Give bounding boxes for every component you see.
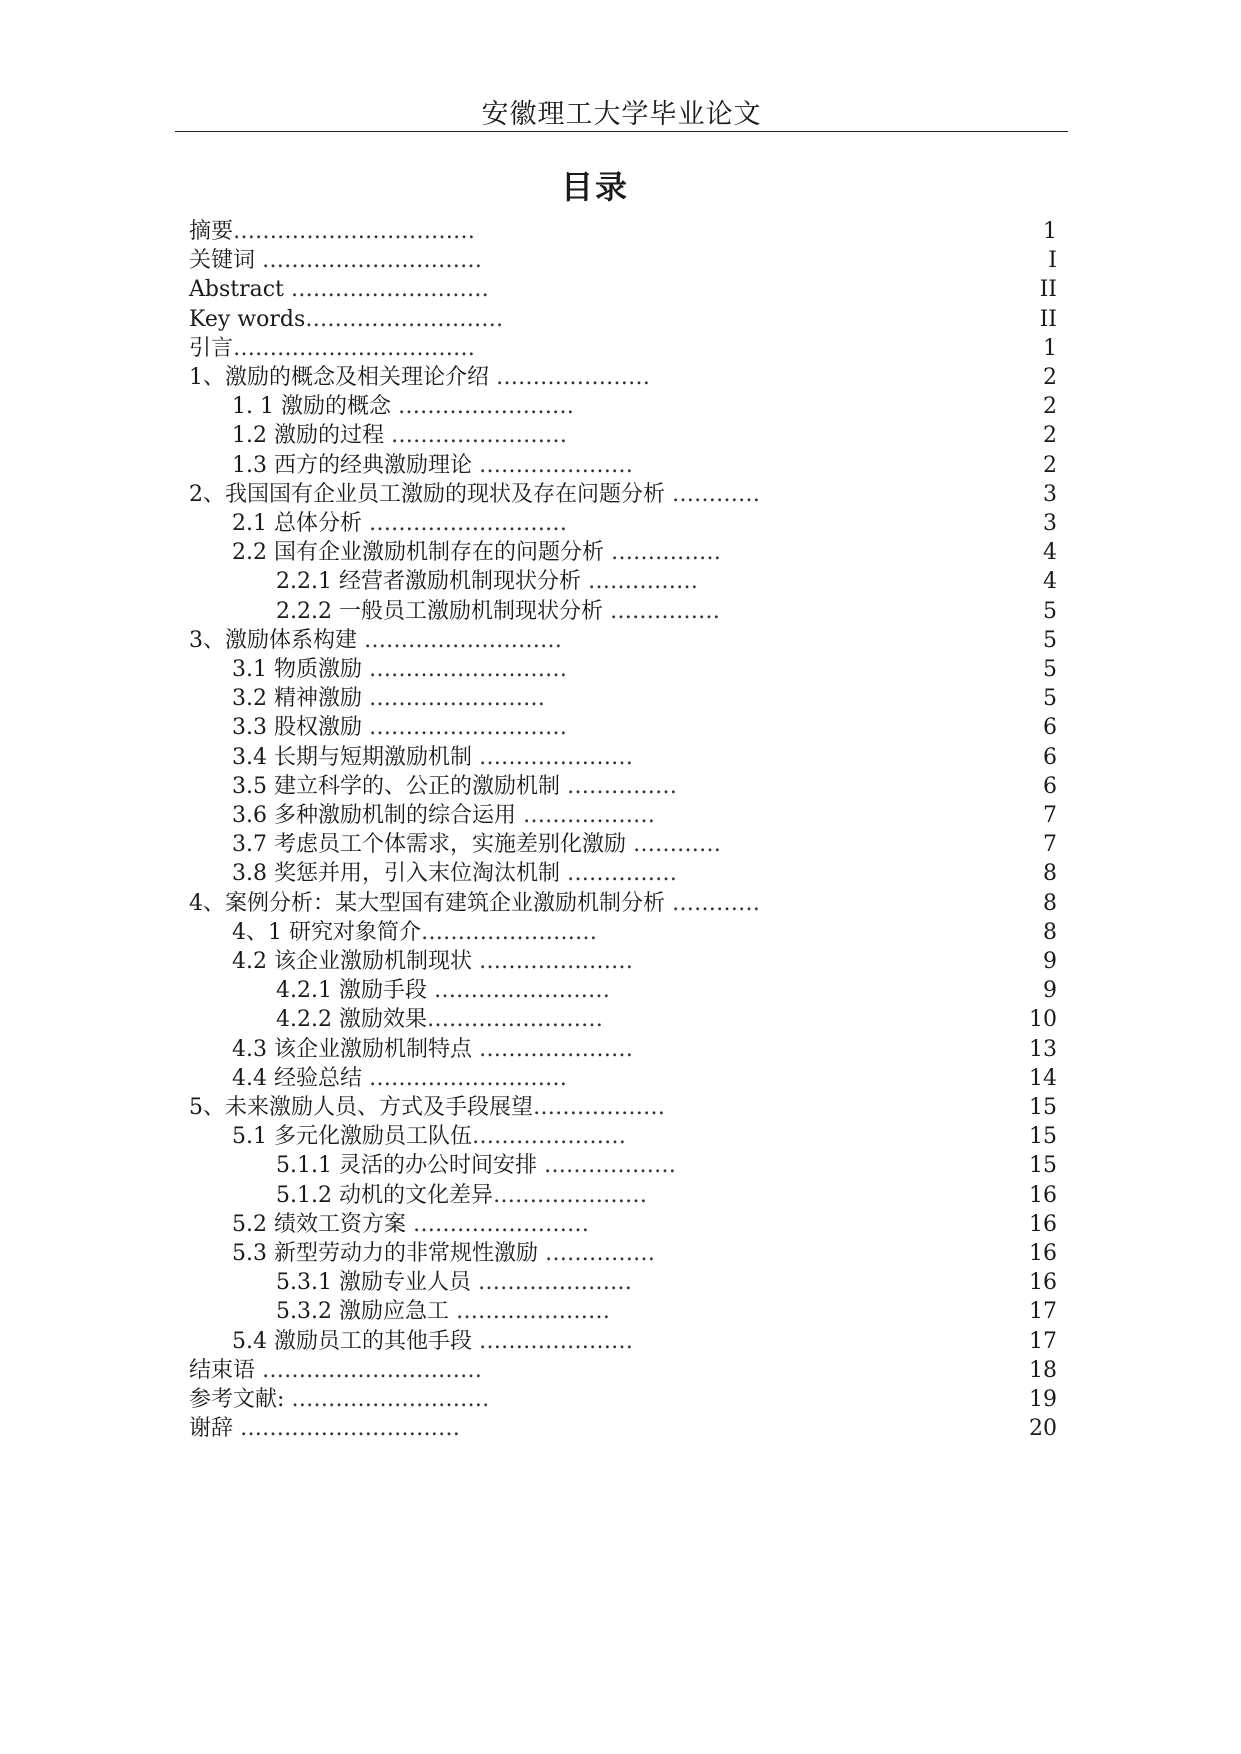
toc-page-number: 18	[1029, 1357, 1057, 1383]
toc-entry-label	[189, 1092, 665, 1124]
toc-entry-label	[189, 1413, 460, 1445]
toc-entry-text: 4、案例分析：某大型国有建筑企业激励机制分析	[189, 890, 672, 916]
toc-entry[interactable]	[0, 1063, 1241, 1095]
toc-entry[interactable]	[0, 829, 1241, 861]
toc-entry-label	[189, 216, 475, 248]
toc-entry-text: 3.4 长期与短期激励机制	[232, 744, 479, 770]
toc-page-number: 2	[1043, 394, 1057, 420]
toc-entry-text: 4.4 经验总结	[232, 1065, 369, 1091]
toc-leader-dots: ……………………	[368, 686, 545, 712]
toc-leader-dots: ……………	[609, 598, 720, 624]
toc-entry[interactable]	[0, 216, 1241, 248]
toc-leader-dots: …………………	[478, 1328, 633, 1354]
toc-entry-text: 5.3 新型劳动力的非常规性激励	[232, 1241, 545, 1266]
toc-page-number: II	[1039, 277, 1057, 303]
toc-leader-dots: ……………………	[433, 978, 610, 1004]
toc-entry[interactable]	[0, 946, 1241, 978]
toc-entry[interactable]	[0, 654, 1241, 686]
toc-entry-label	[189, 274, 489, 306]
toc-page-number: 7	[1043, 832, 1057, 858]
toc-page-number: 7	[1043, 803, 1057, 828]
toc-leader-dots: ………………………	[305, 306, 504, 332]
toc-entry-text: 2.2 国有企业激励机制存在的问题分析	[232, 540, 611, 566]
toc-entry[interactable]	[0, 1267, 1241, 1299]
toc-entry-text: 谢辞	[189, 1416, 240, 1442]
toc-entry-label	[232, 1238, 655, 1270]
toc-entry[interactable]	[0, 742, 1241, 774]
toc-page-number: 4	[1043, 540, 1057, 566]
toc-page-number: 16	[1029, 1241, 1057, 1266]
toc-leader-dots: ………………………	[368, 1065, 567, 1091]
toc-entry[interactable]	[0, 450, 1241, 482]
toc-entry[interactable]	[0, 1355, 1241, 1387]
toc-entry[interactable]	[0, 1121, 1241, 1153]
toc-page-number: 6	[1043, 715, 1057, 741]
toc-page-number: 15	[1029, 1095, 1057, 1120]
toc-entry-label	[276, 975, 610, 1007]
toc-leader-dots: ……………	[566, 773, 677, 799]
toc-leader-dots: ………………	[543, 1153, 676, 1179]
toc-entry-text: 引言	[189, 335, 234, 361]
toc-leader-dots: ………………………	[290, 277, 489, 303]
toc-entry-label	[189, 304, 503, 336]
toc-entry-label	[232, 1034, 633, 1066]
toc-entry[interactable]	[0, 917, 1241, 949]
toc-entry-label	[276, 596, 720, 628]
toc-leader-dots: ……………	[544, 1241, 655, 1266]
toc-entry-label	[189, 245, 482, 277]
toc-page-number: 8	[1043, 919, 1057, 945]
toc-entry[interactable]	[0, 888, 1241, 920]
toc-entry-text: 4.2.1 激励手段	[276, 978, 434, 1004]
toc-entry[interactable]	[0, 362, 1241, 394]
toc-entry-text: 5.1.1 灵活的办公时间安排	[276, 1153, 544, 1179]
toc-entry[interactable]	[0, 537, 1241, 569]
toc-entry[interactable]	[0, 1034, 1241, 1066]
toc-entry-text: 2.2.1 经营者激励机制现状分析	[276, 569, 588, 595]
toc-page-number: 3	[1043, 481, 1057, 507]
toc-entry[interactable]	[0, 1296, 1241, 1328]
toc-entry-label	[232, 420, 567, 452]
toc-entry[interactable]	[0, 508, 1241, 540]
toc-entry-text: 4.3 该企业激励机制特点	[232, 1036, 479, 1062]
toc-page-number: 1	[1043, 219, 1057, 244]
toc-entry-text: 4.2 该企业激励机制现状	[232, 949, 479, 974]
toc-page-number: 20	[1029, 1416, 1057, 1442]
toc-leader-dots: …………………	[478, 744, 633, 770]
toc-entry[interactable]	[0, 1413, 1241, 1445]
toc-entry-label	[232, 858, 677, 890]
toc-entry-label	[232, 1121, 626, 1153]
toc-page-number: 16	[1029, 1182, 1057, 1208]
toc-entry[interactable]	[0, 858, 1241, 890]
toc-entry[interactable]	[0, 479, 1241, 511]
toc-entry[interactable]	[0, 1384, 1241, 1416]
toc-entry[interactable]	[0, 304, 1241, 336]
toc-entry-label	[189, 888, 760, 920]
toc-leader-dots: ……………	[610, 540, 721, 566]
toc-entry-label	[232, 450, 633, 482]
toc-leader-dots: ………………………	[368, 511, 567, 536]
toc-entry-text: 3.1 物质激励	[232, 657, 369, 682]
toc-page-number: 5	[1043, 657, 1057, 682]
toc-entry-text: 5.3.2 激励应急工	[276, 1299, 456, 1325]
toc-leader-dots: …………………	[492, 1182, 647, 1208]
toc-leader-dots: ……………………	[421, 919, 597, 945]
toc-entry-label	[189, 362, 650, 394]
toc-entry-label	[189, 1384, 489, 1416]
toc-entry[interactable]	[0, 566, 1241, 598]
toc-entry[interactable]	[0, 391, 1241, 423]
toc-entry[interactable]	[0, 683, 1241, 715]
toc-entry-text: 3.2 精神激励	[232, 686, 369, 712]
toc-leader-dots: …………	[672, 481, 760, 507]
toc-page-number: 5	[1043, 598, 1057, 624]
toc-leader-dots: ……………………	[390, 423, 567, 449]
toc-entry-label	[276, 1004, 603, 1036]
toc-entry-text: 5.4 激励员工的其他手段	[232, 1328, 479, 1354]
toc-entry-text: 4.2.2 激励效果	[276, 1007, 427, 1033]
toc-entry-text: Key words	[189, 306, 306, 332]
toc-entry-text: 1. 1 激励的概念	[232, 394, 398, 420]
toc-leader-dots: ………………………	[368, 657, 567, 682]
toc-entry-text: 5、未来激励人员、方式及手段展望	[189, 1095, 533, 1120]
toc-entry-label	[232, 683, 545, 715]
toc-entry-label	[232, 391, 574, 423]
toc-page-number: 17	[1029, 1299, 1057, 1325]
toc-entry-label	[189, 1355, 482, 1387]
toc-entry-label	[232, 537, 721, 569]
toc-page-number: II	[1039, 306, 1057, 332]
toc-leader-dots: …………………	[496, 365, 650, 390]
toc-entry-text: 3.6 多种激励机制的综合运用	[232, 803, 523, 828]
toc-entry-label	[232, 654, 567, 686]
toc-entry[interactable]	[0, 975, 1241, 1007]
toc-entry[interactable]	[0, 245, 1241, 277]
toc-entry-label	[232, 508, 567, 540]
toc-entry-text: 2、我国国有企业员工激励的现状及存在问题分析	[189, 481, 672, 507]
toc-entry-text: 3.8 奖惩并用，引入末位淘汰机制	[232, 861, 567, 887]
toc-entry[interactable]	[0, 1326, 1241, 1358]
toc-entry-label	[189, 479, 760, 511]
toc-leader-dots: …………………………	[240, 1416, 460, 1442]
toc-leader-dots: ……………………	[397, 394, 574, 420]
toc-page-number: 19	[1029, 1387, 1057, 1412]
toc-page-number: 15	[1029, 1153, 1057, 1179]
toc-entry-label	[276, 1296, 610, 1328]
toc-page-number: 16	[1029, 1211, 1057, 1237]
toc-entry[interactable]	[0, 420, 1241, 452]
toc-leader-dots: …………	[672, 890, 760, 916]
toc-entry-label	[276, 1267, 632, 1299]
toc-entry[interactable]	[0, 274, 1241, 306]
toc-leader-dots: ………………	[522, 803, 655, 828]
toc-entry[interactable]	[0, 1004, 1241, 1036]
toc-page-number: 2	[1043, 452, 1057, 478]
toc-entry[interactable]	[0, 333, 1241, 365]
toc-entry-label	[232, 1063, 567, 1095]
toc-page-number: 6	[1043, 744, 1057, 770]
toc-entry-label	[276, 1150, 676, 1182]
toc-entry-label	[232, 800, 655, 832]
toc-entry[interactable]	[0, 771, 1241, 803]
toc-page-number: 6	[1043, 773, 1057, 799]
toc-entry-label	[232, 829, 721, 861]
toc-entry-text: 1、激励的概念及相关理论介绍	[189, 365, 496, 390]
toc-entry-text: 1.2 激励的过程	[232, 423, 391, 449]
toc-page-number: 17	[1029, 1328, 1057, 1354]
toc-leader-dots: ……………………	[426, 1007, 603, 1033]
toc-leader-dots: …………………………	[262, 248, 482, 274]
toc-page-number: 15	[1029, 1124, 1057, 1150]
toc-entry-label	[276, 566, 698, 598]
toc-page-number: 14	[1029, 1065, 1057, 1091]
toc-entry-label	[232, 771, 677, 803]
toc-page-number: 9	[1043, 978, 1057, 1004]
toc-entry[interactable]	[0, 1150, 1241, 1182]
toc-entry-text: 结束语	[189, 1357, 262, 1383]
toc-entry-text: 5.2 绩效工资方案	[232, 1211, 413, 1237]
page-header: 安徽理工大学毕业论文	[481, 99, 762, 130]
toc-leader-dots: ……………………	[412, 1211, 589, 1237]
toc-entry[interactable]	[0, 1238, 1241, 1270]
toc-entry-text: 3.5 建立科学的、公正的激励机制	[232, 773, 567, 799]
toc-entry-text: 参考文献:	[189, 1387, 292, 1412]
toc-entry[interactable]	[0, 625, 1241, 657]
toc-leader-dots: ……………………………	[233, 335, 476, 361]
toc-leader-dots: …………………	[471, 1124, 626, 1150]
toc-leader-dots: ……………	[566, 861, 677, 887]
toc-entry-text: 1.3 西方的经典激励理论	[232, 452, 479, 478]
toc-leader-dots: …………………	[477, 1270, 632, 1296]
toc-leader-dots: ………………………	[368, 715, 567, 741]
toc-leader-dots: ………………………	[364, 627, 562, 653]
toc-leader-dots: …………………	[455, 1299, 610, 1325]
toc-entry-label	[232, 917, 597, 949]
toc-page-number: 16	[1029, 1270, 1057, 1296]
toc-page-number: 10	[1029, 1007, 1057, 1033]
toc-entry-text: 5.3.1 激励专业人员	[276, 1270, 478, 1296]
toc-leader-dots: ………………	[533, 1095, 665, 1120]
toc-page-number: 13	[1029, 1036, 1057, 1062]
toc-entry-text: 4、1 研究对象简介	[232, 919, 421, 945]
toc-entry-label	[232, 712, 567, 744]
toc-entry-text: 2.1 总体分析	[232, 511, 369, 536]
toc-entry-label	[232, 742, 633, 774]
toc-entry[interactable]	[0, 1209, 1241, 1241]
toc-entry-label	[189, 625, 562, 657]
header-rule	[175, 131, 1068, 132]
toc-page-number: 1	[1043, 335, 1057, 361]
toc-leader-dots: …………	[632, 832, 721, 858]
toc-entry-text: 3.3 股权激励	[232, 715, 369, 741]
toc-page-number: 8	[1043, 890, 1057, 916]
toc-page-number: 9	[1043, 949, 1057, 974]
toc-entry-label	[189, 333, 475, 365]
toc-entry[interactable]	[0, 712, 1241, 744]
toc-page-number: 5	[1043, 686, 1057, 712]
toc-leader-dots: …………………	[478, 1036, 633, 1062]
toc-leader-dots: ……………	[587, 569, 698, 595]
toc-entry-label	[232, 946, 633, 978]
toc-entry-text: 2.2.2 一般员工激励机制现状分析	[276, 598, 610, 624]
toc-entry[interactable]	[0, 800, 1241, 832]
toc-entry-text: 3、激励体系构建	[189, 627, 364, 653]
toc-page-number: 3	[1043, 511, 1057, 536]
toc-page-number: 8	[1043, 861, 1057, 887]
toc-leader-dots: …………………	[478, 452, 633, 478]
toc-page-number: 5	[1043, 627, 1057, 653]
toc-entry-label	[276, 1180, 647, 1212]
toc-entry-text: 5.1.2 动机的文化差异	[276, 1182, 493, 1208]
toc-title: 目录	[560, 168, 629, 206]
toc-entry[interactable]	[0, 1180, 1241, 1212]
toc-leader-dots: ………………………	[291, 1387, 490, 1412]
toc-entry-label	[232, 1326, 633, 1358]
toc-entry[interactable]	[0, 1092, 1241, 1124]
toc-page-number: 2	[1043, 423, 1057, 449]
toc-entry-text: 关键词	[189, 248, 262, 274]
toc-leader-dots: …………………………	[262, 1357, 482, 1383]
toc-entry[interactable]	[0, 596, 1241, 628]
toc-leader-dots: ……………………………	[233, 219, 476, 244]
toc-page-number: I	[1048, 248, 1057, 274]
toc-entry-text: Abstract	[189, 277, 291, 303]
toc-leader-dots: …………………	[478, 949, 633, 974]
toc-entry-text: 3.7 考虑员工个体需求，实施差别化激励	[232, 832, 633, 858]
toc-entry-label	[232, 1209, 589, 1241]
toc-page-number: 2	[1043, 365, 1057, 390]
toc-entry-text: 5.1 多元化激励员工队伍	[232, 1124, 472, 1150]
toc-page-number: 4	[1043, 569, 1057, 595]
toc-entry-text: 摘要	[189, 219, 234, 244]
